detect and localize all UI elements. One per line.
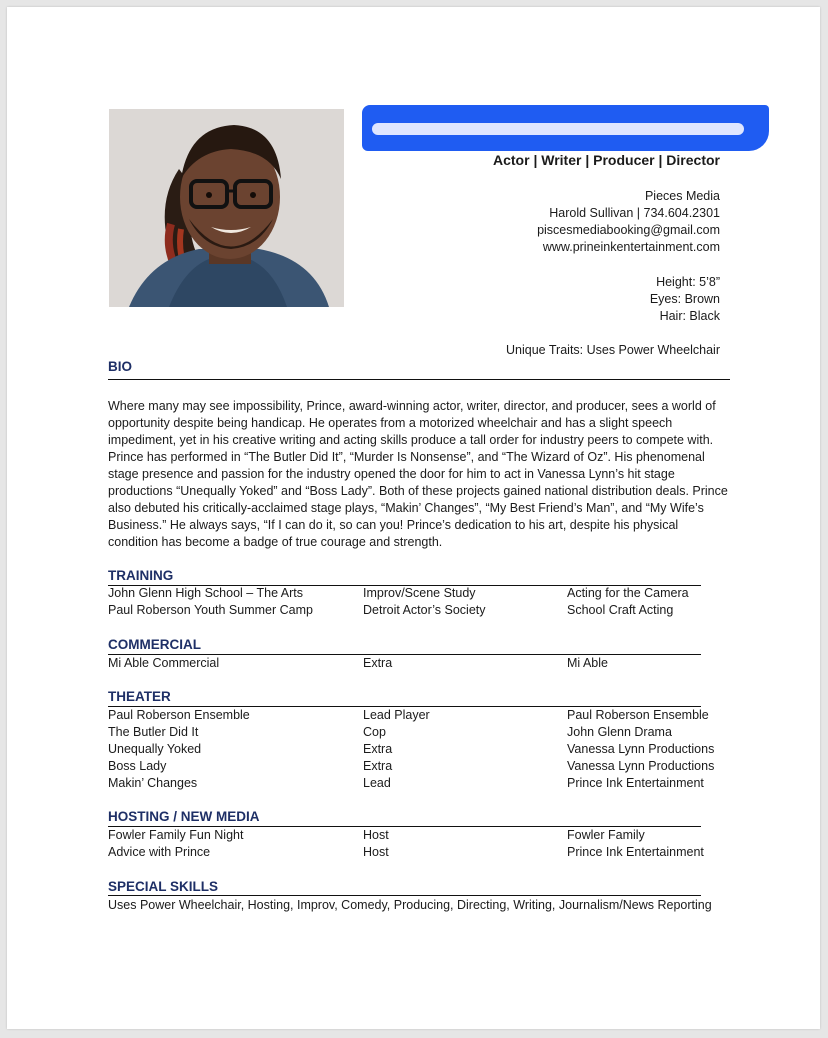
hosting-row — [108, 845, 708, 862]
theater-divider — [108, 706, 701, 707]
theater-role: Extra — [363, 759, 393, 773]
theater-production: The Butler Did It — [108, 725, 199, 739]
training-course: Improv/Scene Study — [363, 586, 476, 600]
hosting-role: Host — [363, 845, 389, 859]
redacted-name-line — [372, 123, 744, 135]
roles-title: Actor | Writer | Producer | Director — [493, 152, 720, 168]
theater-production: Boss Lady — [108, 759, 167, 773]
theater-production: Unequally Yoked — [108, 742, 202, 756]
hair-stat: Hair: Black — [659, 309, 720, 323]
training-course: Detroit Actor’s Society — [363, 603, 486, 617]
training-heading: TRAINING — [108, 568, 174, 583]
height-stat: Height: 5’8” — [656, 275, 720, 289]
theater-role: Lead Player — [363, 708, 430, 722]
training-school: John Glenn High School – The Arts — [108, 586, 304, 600]
commercial-role: Extra — [363, 656, 393, 670]
theater-heading: THEATER — [108, 689, 171, 704]
headshot-illustration — [109, 109, 344, 307]
hosting-divider — [108, 826, 701, 827]
website-link[interactable]: www.prineinkentertainment.com — [542, 240, 720, 254]
theater-company: Prince Ink Entertainment — [567, 776, 704, 790]
commercial-company: Mi Able — [567, 656, 608, 670]
hosting-role: Host — [363, 828, 389, 842]
hosting-show: Advice with Prince — [108, 845, 211, 859]
company-name: Pieces Media — [644, 189, 720, 203]
theater-row — [108, 708, 708, 725]
theater-company: Vanessa Lynn Productions — [567, 759, 715, 773]
theater-role: Extra — [363, 742, 393, 756]
bio-heading: BIO — [108, 359, 133, 374]
theater-company: Vanessa Lynn Productions — [567, 742, 715, 756]
training-row — [108, 603, 708, 620]
theater-role: Cop — [363, 725, 386, 739]
bio-divider — [108, 379, 730, 380]
hosting-show: Fowler Family Fun Night — [108, 828, 244, 842]
theater-row — [108, 742, 715, 759]
headshot-photo — [109, 109, 344, 307]
commercial-title: Mi Able Commercial — [108, 656, 220, 670]
training-row — [108, 586, 708, 603]
theater-row — [108, 759, 715, 776]
eyes-stat: Eyes: Brown — [649, 292, 720, 306]
hosting-company: Prince Ink Entertainment — [567, 845, 704, 859]
theater-company: Paul Roberson Ensemble — [567, 708, 709, 722]
theater-role: Lead — [363, 776, 391, 790]
theater-row — [108, 776, 708, 793]
skills-heading: SPECIAL SKILLS — [108, 879, 219, 894]
hosting-row — [108, 828, 708, 845]
theater-production: Paul Roberson Ensemble — [108, 708, 250, 722]
commercial-heading: COMMERCIAL — [108, 637, 201, 652]
resume-page — [7, 7, 820, 1029]
email-address[interactable]: piscesmediabooking@gmail.com — [537, 223, 720, 237]
agent-contact: Harold Sullivan | 734.604.2301 — [549, 206, 720, 220]
theater-company: John Glenn Drama — [567, 725, 672, 739]
unique-traits: Unique Traits: Uses Power Wheelchair — [506, 343, 720, 357]
theater-row — [108, 725, 708, 742]
bio-paragraph: Where many may see impossibility, Prince, award-winning actor, writer, director, and producer, sees a world of opportunity despite being handicap. He operates from a motorized wheelchair and has a slight speech impediment, yet in his creative writing and acting skills produce a tall order for industry peers to compete with. Prince has performed in “The Butler Did It”, “Murder Is Nonsense”, and “The Wizard of Oz”. His phenomenal stage presence and passion for the industry opened the door for him to act in Vanessa Lynn’s hit stage productions “Unequally Yoked” and “Boss Lady”. Both of these projects gained national distribution deals. Prince also debuted his critically-acclaimed stage plays, “Makin’ Changes”, “My Best Friend’s Man”, and “My Wife’s Business.” He always says, “If I can do it, so can you! Prince’s dedication to his art, despite his physical condition has become a badge of true courage and strength. — [108, 399, 728, 549]
theater-production: Makin’ Changes — [108, 776, 198, 790]
training-school: Paul Roberson Youth Summer Camp — [108, 603, 313, 617]
skills-list: Uses Power Wheelchair, Hosting, Improv, Comedy, Producing, Directing, Writing, Journalism/News Reporting — [108, 898, 712, 912]
skills-divider — [108, 895, 701, 896]
hosting-company: Fowler Family — [567, 828, 645, 842]
commercial-row — [108, 656, 708, 673]
commercial-divider — [108, 654, 701, 655]
training-focus: School Craft Acting — [567, 603, 674, 617]
hosting-heading: HOSTING / NEW MEDIA — [108, 809, 260, 824]
training-focus: Acting for the Camera — [567, 586, 689, 600]
